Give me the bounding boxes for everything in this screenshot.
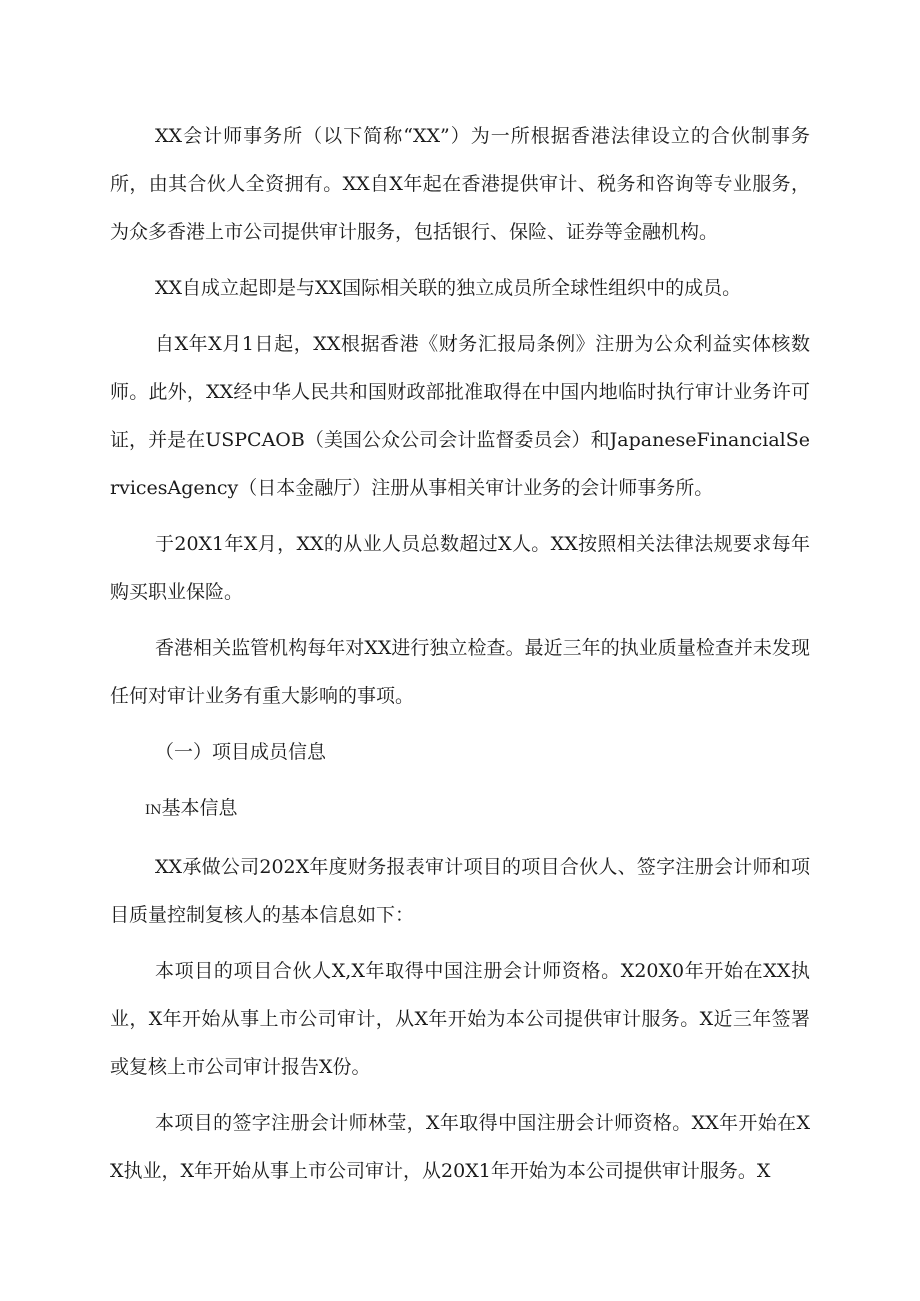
paragraph-signing-cpa: 本项目的签字注册会计师林莹，X年取得中国注册会计师资格。XX年开始在XX执业，X年开始从事上市公司审计，从20X1年开始为本公司提供审计服务。X — [110, 1112, 810, 1182]
paragraph-registration: 自X年X月1日起，XX根据香港《财务汇报局条例》注册为公众利益实体核数师。此外，XX经中华人民共和国财政部批准取得在中国内地临时执行审计业务许可证，并是在USPCAOB（美国公众公司会计监督委员会）和JapaneseFinancialServicesAgency（日本金融厅）注册从事相关审计业务的会计师事务所。 — [110, 333, 810, 499]
subheading — [110, 784, 810, 835]
paragraph-inspection: 香港相关监管机构每年对XX进行独立检查。最近三年的执业质量检查并未发现任何对审计业务有重大影响的事项。 — [110, 637, 810, 707]
paragraph-staff-insurance: 于20X1年X月，XX的从业人员总数超过X人。XX按照相关法律法规要求每年购买职业保险。 — [110, 533, 810, 603]
subheading-lead: IN — [145, 803, 162, 818]
section-heading: （一）项目成员信息 — [155, 741, 327, 763]
paragraph-members-intro: XX承做公司202X年度财务报表审计项目的项目合伙人、签字注册会计师和项目质量控制复核人的基本信息如下： — [110, 856, 810, 926]
document-page — [110, 112, 810, 1203]
paragraph-project-partner: 本项目的项目合伙人X,X年取得中国注册会计师资格。X20X0年开始在XX执业，X年开始从事上市公司审计，从X年开始为本公司提供审计服务。X近三年签署或复核上市公司审计报告X份。 — [110, 960, 810, 1078]
subheading-text: 基本信息 — [161, 797, 238, 819]
paragraph-membership: XX自成立起即是与XX国际相关联的独立成员所全球性组织中的成员。 — [155, 277, 742, 299]
paragraph-firm-intro: XX会计师事务所（以下简称“XX”）为一所根据香港法律设立的合伙制事务所，由其合伙人全资拥有。XX自X年起在香港提供审计、税务和咨询等专业服务，为众多香港上市公司提供审计服务，包括银行、保险、证券等金融机构。 — [110, 125, 810, 243]
